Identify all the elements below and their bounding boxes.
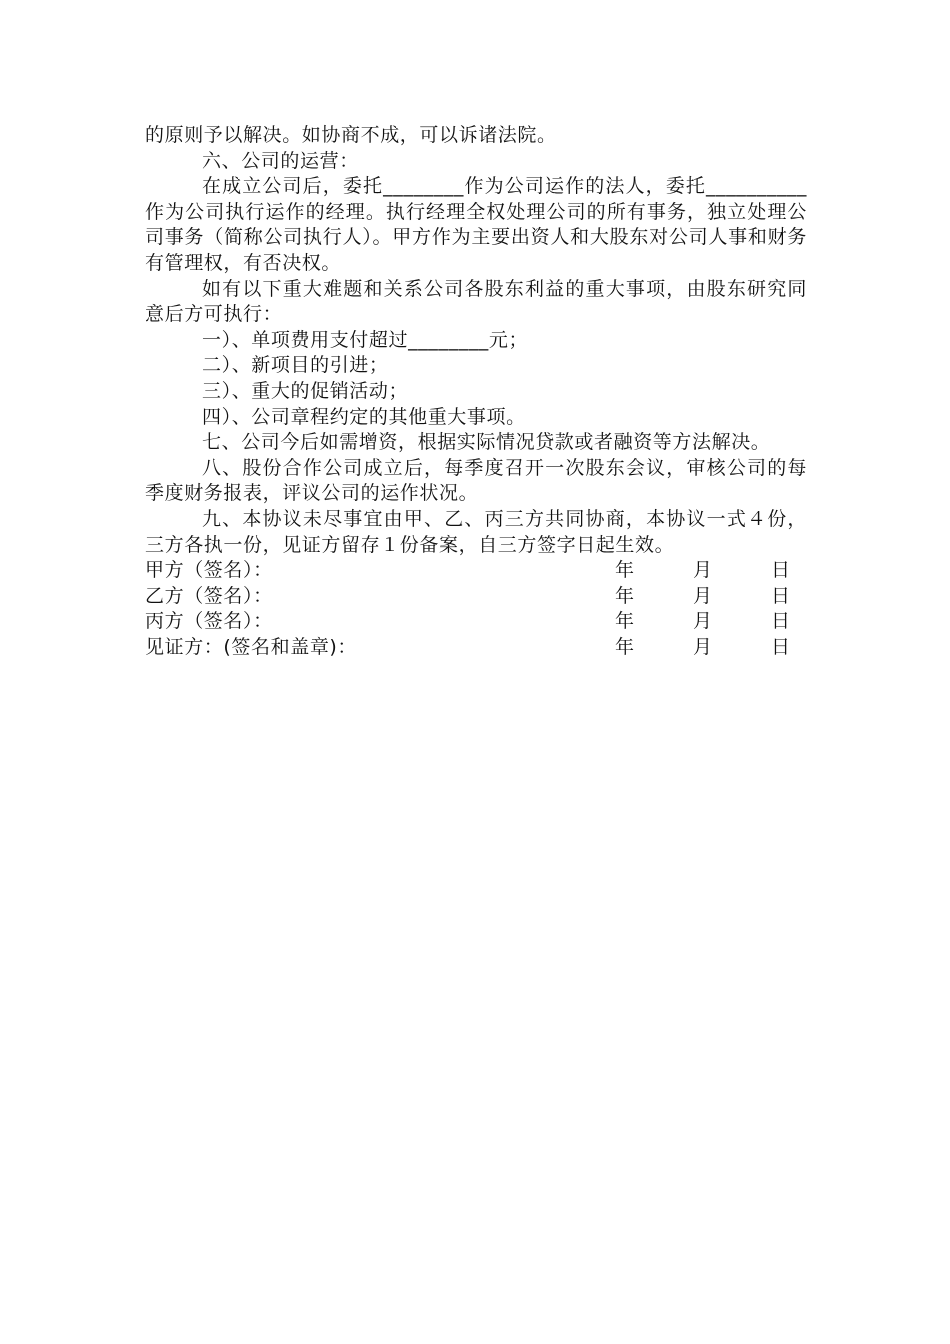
paragraph-continuation: 的原则予以解决。如协商不成，可以诉诸法院。 [145, 124, 557, 146]
section-capital-increase: 七、公司今后如需增资，根据实际情况贷款或者融资等方法解决。 [202, 431, 771, 454]
signature-label: 见证方：(签名和盖章)： [145, 635, 358, 658]
document-body [145, 123, 807, 660]
date-month: 月 [693, 610, 713, 633]
paragraph-appointment: 在成立公司后，委托________作为公司运作的法人，委托__________作为公司执行运作的经理。执行经理全权处理公司的所有事务，独立处理公司事务（简称公司执行人）。甲方作为主要出资人和大股东对公司人事和财务有管理权，有否决权。 [145, 175, 807, 274]
date-day: 日 [771, 610, 791, 633]
section-miscellaneous: 九、本协议未尽事宜由甲、乙、丙三方共同协商，本协议一式４份，三方各执一份，见证方留存１份备案，自三方签字日起生效。 [145, 507, 807, 556]
list-item: 二）、新项目的引进； [202, 354, 389, 377]
signature-row-party-c [145, 609, 807, 635]
date-year: 年 [615, 584, 635, 607]
signature-row-party-b [145, 584, 807, 610]
signature-label: 乙方（签名）： [145, 584, 273, 607]
paragraph-major-matters: 如有以下重大难题和关系公司各股东利益的重大事项，由股东研究同意后方可执行： [145, 277, 807, 326]
date-month: 月 [693, 635, 713, 658]
list-item: 三）、重大的促销活动； [202, 379, 409, 402]
section-shareholder-meetings: 八、股份合作公司成立后，每季度召开一次股东会议，审核公司的每季度财务报表，评议公司的运作状况。 [145, 456, 807, 505]
date-month: 月 [693, 584, 713, 607]
signature-row-witness [145, 635, 807, 661]
section-heading-operations: 六、公司的运营： [202, 149, 359, 172]
date-day: 日 [771, 584, 791, 607]
date-day: 日 [771, 635, 791, 658]
list-item: 一）、单项费用支付超过________元； [202, 328, 529, 351]
signature-label: 甲方（签名）： [145, 559, 273, 582]
date-year: 年 [615, 610, 635, 633]
date-day: 日 [771, 559, 791, 582]
date-month: 月 [693, 559, 713, 582]
date-year: 年 [615, 635, 635, 658]
date-year: 年 [615, 559, 635, 582]
signature-label: 丙方（签名）： [145, 610, 273, 633]
signature-row-party-a [145, 558, 807, 584]
list-item: 四）、公司章程约定的其他重大事项。 [202, 405, 526, 428]
